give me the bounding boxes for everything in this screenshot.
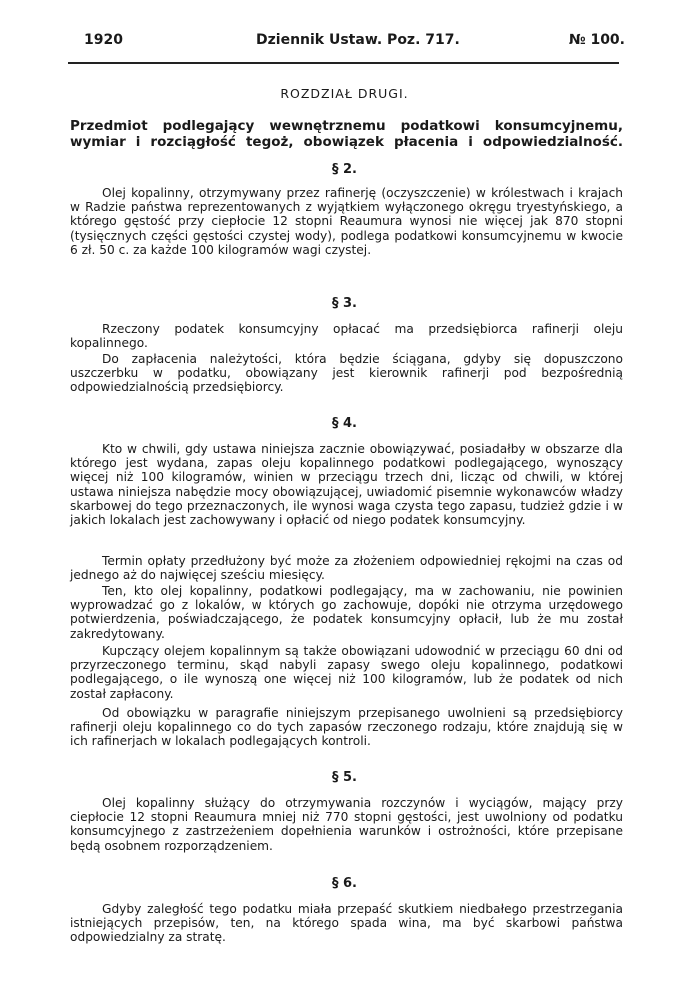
paragraph: Kupczący olejem kopalinnym są także obowiązani udowodnić w przeciągu 60 dni od przyrzeczonego terminu, skąd nabyli zapasy swego oleju kopalinnego, podatkowi podlegającego, o ile wynoszą one więcej niż 100 kilogramów, lub że podatek od nich został zapłacony.: [70, 644, 623, 701]
page-header: [84, 32, 625, 52]
paragraph: Olej kopalinny służący do otrzymywania rozczynów i wyciągów, mający przy ciepłocie 12 stopni Reaumura mniej niż 770 stopni gęstości, jest uwolniony od podatku konsumcyjnego z zastrzeżeniem dopełnienia warunków i ostrożności, które przepisane będą osobnem rozporządzeniem.: [70, 796, 623, 853]
section-heading-3: § 3.: [331, 296, 357, 311]
paragraph: Rzeczony podatek konsumcyjny opłacać ma przedsiębiorca rafinerji oleju kopalinnego.: [70, 322, 623, 351]
header-rule: [68, 62, 619, 64]
paragraph: Olej kopalinny, otrzymywany przez rafinerję (oczyszczenie) w królestwach i krajach w Radzie państwa reprezentowanych z wyjątkiem wyłączonego okręgu tryestyńskiego, a którego gęstość przy ciepłocie 12 stopni Reaumura wynosi nie więcej jak 870 stopni (tysięcznych części gęstości czystej wody), podlega podatkowi konsumcyjnemu w kwocie 6 zł. 50 c. za każde 100 kilogramów wagi czystej.: [70, 186, 623, 257]
paragraph: Gdyby zaległość tego podatku miała przepaść skutkiem niedbałego przestrzegania istniejących przepisów, ten, na którego spada wina, ma być skarbowi państwa odpowiedzialny za stratę.: [70, 902, 623, 945]
header-title: Dziennik Ustaw. Poz. 717.: [256, 32, 460, 48]
paragraph: Termin opłaty przedłużony być może za złożeniem odpowiedniej rękojmi na czas od jednego aż do najwięcej sześciu miesięcy.: [70, 554, 623, 583]
paragraph: Ten, kto olej kopalinny, podatkowi podlegający, ma w zachowaniu, nie powinien wyprowadzać go z lokalów, w których go zachowuje, dopóki nie otrzyma urzędowego potwierdzenia, poświadczającego, że podatek konsumcyjny opłacił, lub że mu został zakredytowany.: [70, 584, 623, 641]
header-year: 1920: [84, 32, 123, 48]
paragraph: Kto w chwili, gdy ustawa niniejsza zacznie obowiązywać, posiadałby w obszarze dla którego jest wydana, zapas oleju kopalinnego podatkowi podlegającego, wynoszący więcej niż 100 kilogramów, winien w przeciągu trzech dni, licząc od chwili, w której ustawa niniejsza nabędzie mocy obowiązującej, uwiadomić pisemnie wykonawców władzy skarbowej do tego przeznaczonych, ile wynosi waga czysta tego zapasu, tudzież gdzie i w jakich lokalach jest zachowywany i opłacić od niego podatek konsumcyjny.: [70, 442, 623, 528]
section-heading-5: § 5.: [331, 770, 357, 785]
paragraph: Do zapłacenia należytości, która będzie ściągana, gdyby się dopuszczono uszczerbku w podatku, obowiązany jest kierownik rafinerji pod bezpośrednią odpowiedzialnością przedsiębiorcy.: [70, 352, 623, 395]
section-heading-4: § 4.: [331, 416, 357, 431]
chapter-title: ROZDZIAŁ DRUGI.: [280, 86, 409, 101]
header-issue-number: № 100.: [568, 32, 625, 48]
section-heading-6: § 6.: [331, 876, 357, 891]
section-heading-2: § 2.: [331, 162, 357, 177]
chapter-subject: Przedmiot podlegający wewnętrznemu podatkowi konsumcyjnemu, wymiar i rozciągłość tegoż, obowiązek płacenia i odpowiedzialność.: [70, 118, 623, 150]
paragraph: Od obowiązku w paragrafie niniejszym przepisanego uwolnieni są przedsiębiorcy rafinerji oleju kopalinnego co do tych zapasów rzeczonego rodzaju, które znajdują się w ich rafinerjach w lokalach podlegających kontroli.: [70, 706, 623, 749]
